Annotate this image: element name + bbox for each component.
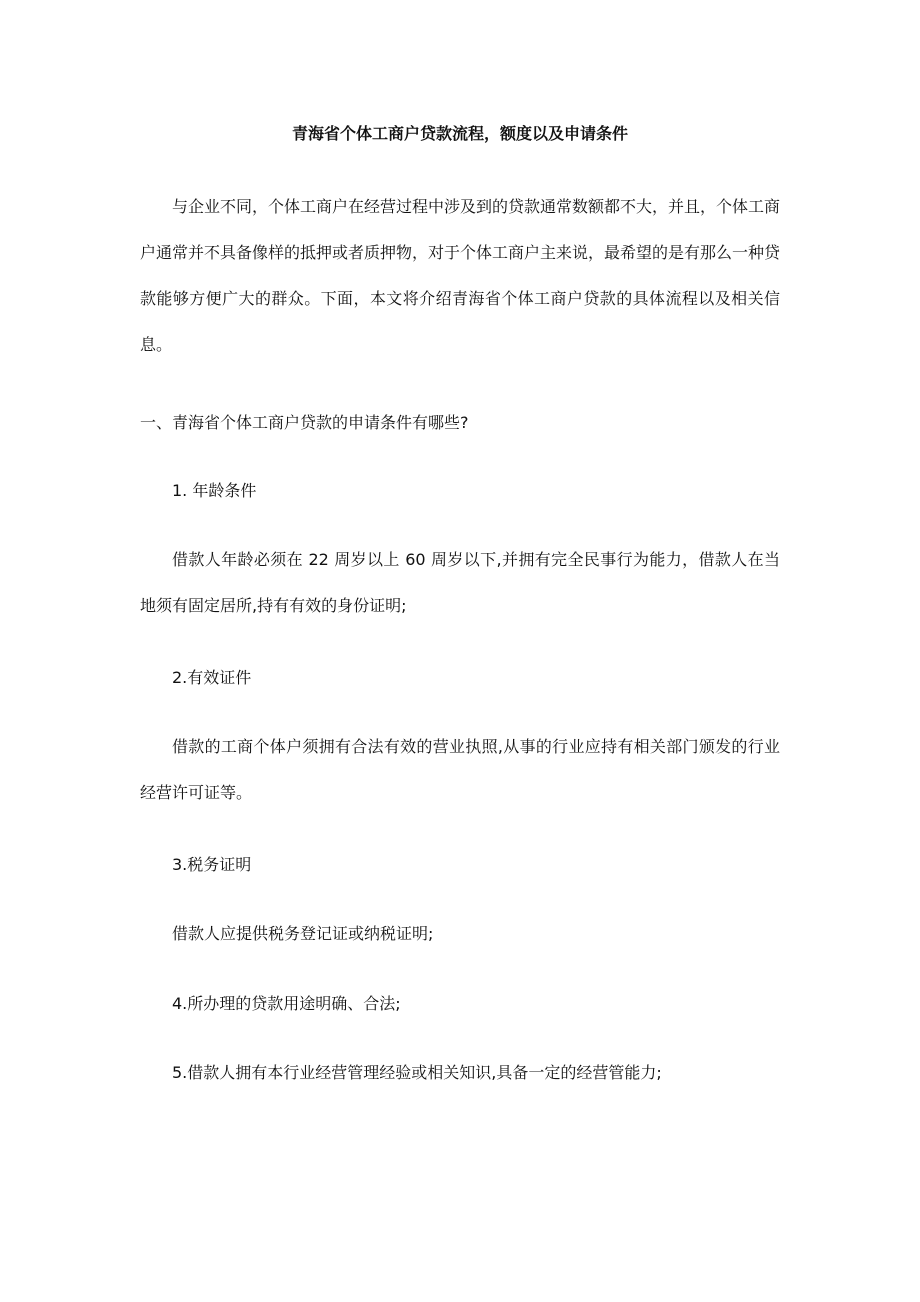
intro-paragraph: 与企业不同，个体工商户在经营过程中涉及到的贷款通常数额都不大，并且，个体工商户通常并不具备像样的抵押或者质押物，对于个体工商户主来说，最希望的是有那么一种贷款能够方便广大的群众。下面，本文将介绍青海省个体工商户贷款的具体流程以及相关信息。 — [140, 197, 781, 354]
section-heading: 一、青海省个体工商户贷款的申请条件有哪些? — [140, 413, 469, 432]
item-age-label: 1. 年龄条件 — [172, 481, 257, 500]
item-age-body: 借款人年龄必须在 22 周岁以上 60 周岁以下,并拥有完全民事行为能力，借款人在当地须有固定居所,持有有效的身份证明; — [140, 550, 780, 615]
item-certificate-label: 2.有效证件 — [172, 668, 252, 687]
item-tax-body: 借款人应提供税务登记证或纳税证明; — [172, 924, 434, 943]
item-purpose: 4.所办理的贷款用途明确、合法; — [172, 994, 401, 1013]
item-experience: 5.借款人拥有本行业经营管理经验或相关知识,具备一定的经营管能力; — [172, 1063, 662, 1082]
item-tax-label: 3.税务证明 — [172, 855, 252, 874]
document-title: 青海省个体工商户贷款流程，额度以及申请条件 — [291, 124, 628, 143]
item-certificate-body: 借款的工商个体户须拥有合法有效的营业执照,从事的行业应持有相关部门颁发的行业经营许可证等。 — [140, 737, 780, 802]
